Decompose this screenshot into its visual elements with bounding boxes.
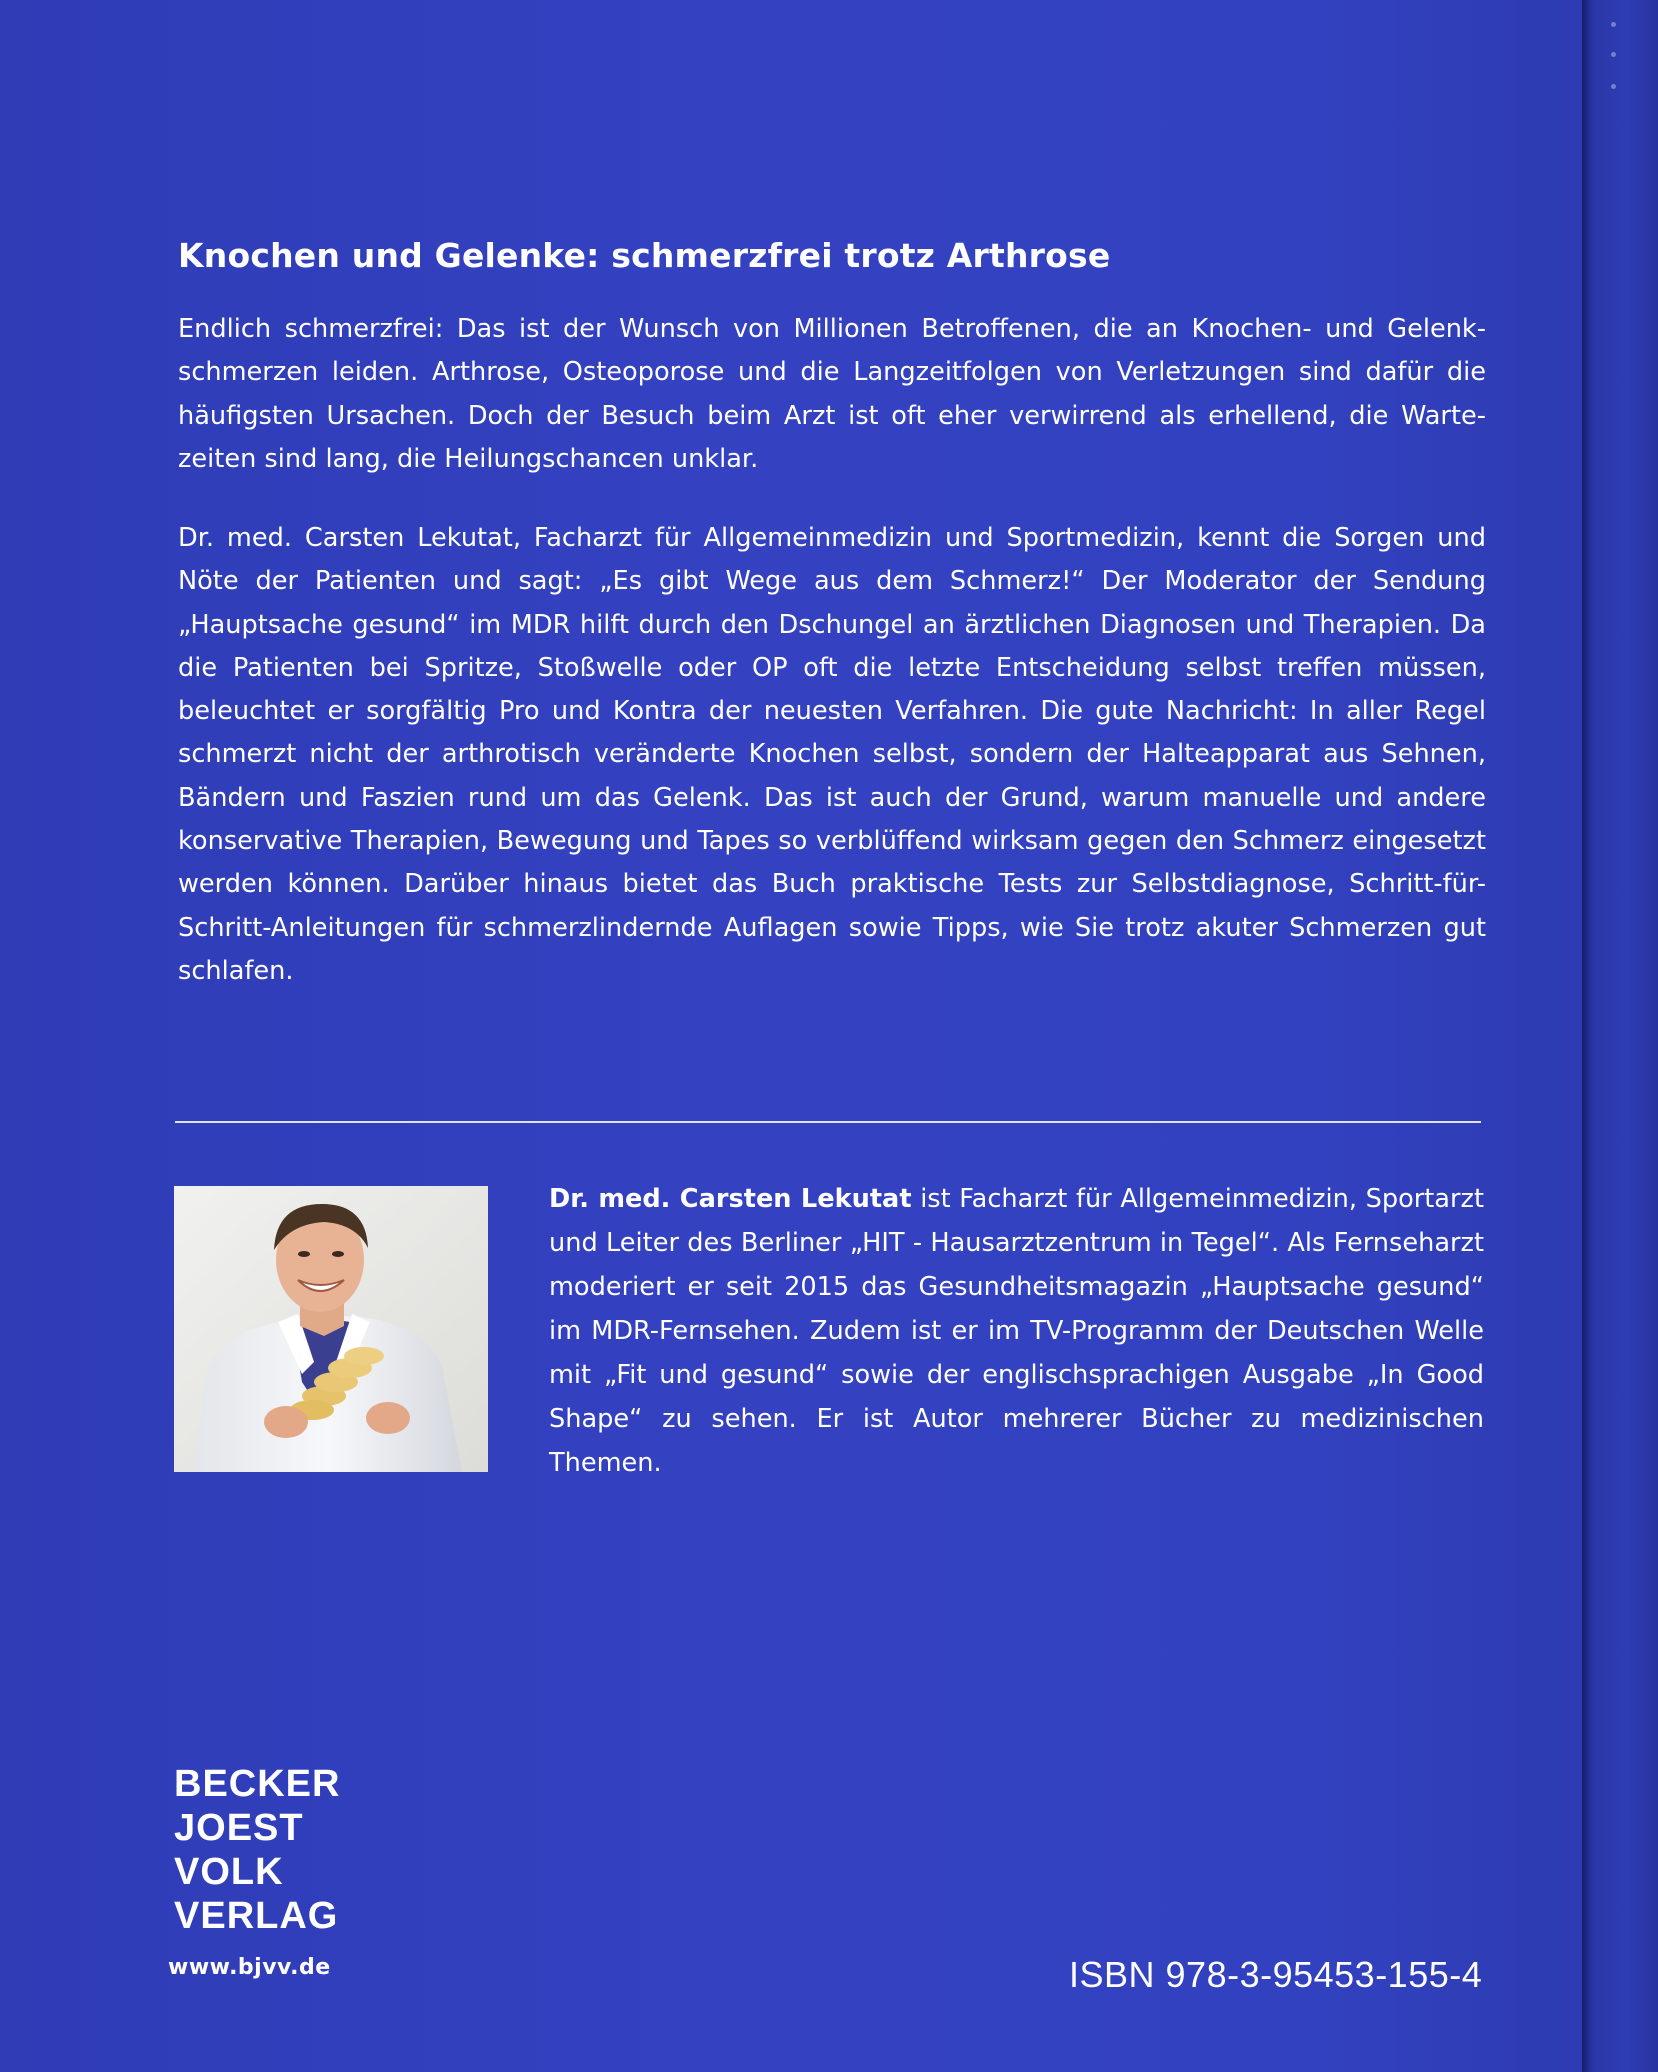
book-title: Knochen und Gelenke: schmerzfrei trotz Arthrose	[178, 236, 1111, 275]
isbn: ISBN 978-3-95453-155-4	[1069, 1954, 1483, 1995]
blurb-paragraph-1: Endlich schmerzfrei: Das ist der Wunsch von Millionen Betroffenen, die an Knochen- und Gelenkschmerzen leiden. Arthrose, Osteoporose und die Langzeitfolgen von Verletzungen sind dafür die häufigsten Ursachen. Doch der Besuch beim Arzt ist oft eher verwirrend als erhellend, die Wartezeiten sind lang, die Heilungschancen unklar.	[178, 314, 1486, 474]
book-spine	[1582, 0, 1658, 2072]
author-bio-text: ist Facharzt für Allgemeinmedizin, Sportarzt und Leiter des Berliner „HIT - Hausarztzentrum in Tegel“. Als Fernseharzt moderiert er seit 2015 das Gesundheitsmagazin „Hauptsache gesund“ im MDR-Fernsehen. Zudem ist er im TV-Programm der Deutschen Welle mit „Fit und gesund“ sowie der englischsprachigen Ausgabe „In Good Shape“ zu sehen. Er ist Autor mehrerer Bücher zu medizinischen Themen.	[549, 1184, 1484, 1478]
publisher-line: VOLK	[174, 1851, 284, 1893]
spine-mark	[1611, 52, 1616, 57]
publisher-logo	[174, 1762, 340, 1938]
publisher-line: BECKER	[174, 1763, 341, 1805]
author-photo	[174, 1186, 488, 1472]
publisher-line: VERLAG	[174, 1895, 339, 1937]
blurb-paragraph-2: Dr. med. Carsten Lekutat, Facharzt für Allgemeinmedizin und Sportmedizin, kennt die Sorgen und Nöte der Patienten und sagt: „Es gibt Wege aus dem Schmerz!“ Der Moderator der Sendung „Hauptsache gesund“ im MDR hilft durch den Dschungel an ärztlichen Diagnosen und Therapien. Da die Patienten bei Spritze, Stoßwelle oder OP oft die letzte Entscheidung selbst treffen müssen, beleuchtet er sorgfältig Pro und Kontra der neuesten Verfahren. Die gute Nachricht: In aller Regel schmerzt nicht der arthrotisch veränderte Knochen selbst, sondern der Halteapparat aus Sehnen, Bändern und Faszien rund um das Gelenk. Das ist auch der Grund, warum manuelle und andere konservative Therapien, Bewegung und Tapes so verblüffend wirksam gegen den Schmerz eingesetzt werden können. Darüber hinaus bietet das Buch praktische Tests zur Selbstdiagnose, Schritt-für-Schritt-Anleitungen für schmerzlindernde Auflagen sowie Tipps, wie Sie trotz akuter Schmerzen gut schlafen.	[178, 523, 1486, 986]
author-bio	[549, 1177, 1484, 1485]
section-divider	[175, 1121, 1481, 1123]
publisher-website: www.bjvv.de	[168, 1955, 331, 1980]
publisher-line: JOEST	[174, 1807, 304, 1849]
spine-groove	[1582, 0, 1590, 2072]
author-name: Dr. med. Carsten Lekutat	[549, 1184, 912, 1214]
spine-mark	[1611, 22, 1616, 27]
spine-mark	[1611, 84, 1616, 89]
